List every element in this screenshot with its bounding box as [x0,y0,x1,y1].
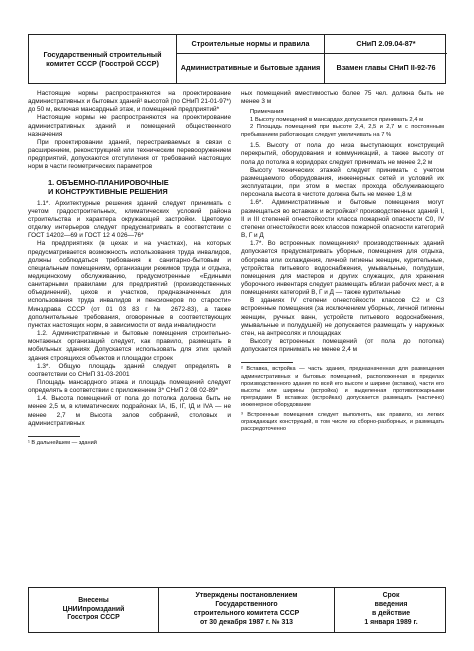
footnote-1: ¹ В дальнейшем — зданий [28,439,97,446]
clause-1-1-disabled-workers: На предприятиях (в цехах и на участках), на которых предусматривается возможность использования труда инвалидов, должны соблюдаться требования к санитарно-бытовым и специальным помещениям, организации режимов труда и отдыха, медицинскому обслуживанию, предусмотренные «Едиными санитарными правилами для предприятий (производственных объединений), цехов и участков, предназначенных для использования труда инвалидов и пенсионеров по старости» Минздрава СССР (от 01 03 83 г № 2672-83), а также дополнительные требования, оговоренные в соответствующих пунктах настоящих норм, в зависимости от вида инвалидности [28,240,231,329]
clause-1-1: 1.1*. Архитектурные решения зданий следует принимать с учетом градостроительных, климатических условий района строительства и характера окружающей застройки. Цветовую отделку интерьеров следует предусматривать в соответствии с ГОСТ 14202—69 и ГОСТ 12 4 026—76* [28,199,231,240]
footnote-2: ² Вставка, встройка — часть здания, предназначенная для размещения административных и бытовых помещений, расположенная в пределах производственного здания по всей его высоте и ширине (вставка), части его высоты или ширины (встройка) и выделенная противопожарными преградами В вставках (встройках) допускается размещать (частично) инженерное оборудование [241,366,444,409]
clause-1-6: 1.6*. Административные и бытовые помещения могут размещаться во вставках и встройках² производственных зданий I, II и III степеней огнестойкости класса пожарной опасности С0, IV степени огнестойкости всех классов пожарной опасности категорий В, Г и Д [241,199,444,240]
scope-exclusion-paragraph: Настоящие нормы не распространяются на проектирование административных зданий и помещений общественного назначения [28,114,231,138]
document-header-table [28,34,446,84]
clause-1-4: 1.4. Высота помещений от пола до потолка должна быть не менее 2,5 м, в климатических подрайонах IA, IБ, IГ, IД и IVA — не менее 2,7 м Высота залов собраний, столовых и административных [28,395,231,427]
clause-1-5-technical-floors: Высоту технических этажей следует принимать с учетом размещаемого оборудования, инженерных сетей и условий их эксплуатации, при этом в местах прохода обслуживающего персонала высота в чистоте должна быть не менее 1,8 м [241,166,444,199]
reconstruction-paragraph: При проектировании зданий, перестраиваемых в связи с расширением, реконструкцией или техническим перевооружением предприятий, допускаются отступления от требований настоящих норм в части геометрических параметров [28,138,231,171]
footnote-3: ³ Встроенные помещения следует выполнять, как правило, из легких ограждающих конструкций, в том числе из сборно-разборных, и размещать рассредоточенно [241,411,444,432]
clause-1-2: 1.2. Административные и бытовые помещения строительно-монтажных организаций следует, как правило, размещать в мобильных зданиях Допускается использовать для этих целей здания строящихся объектов и площадки строек [28,330,231,362]
left-text-column [28,90,231,447]
doc-title: Административные и бытовые здания [180,63,321,73]
note-1: 1 Высоту помещений в мансардах допускается принимать 2,4 м [250,116,424,123]
clause-1-3: 1.3*. Общую площадь зданий следует определять в соответствии со СНиП 31-03-2001 [28,362,231,378]
approved-by: Утверждены постановлением Государственного строительного комитета СССР от 30 декабря 1987 г. № 313 [159,588,335,632]
issuer-cell: Государственный строительный комитет СССР (Госстрой СССР) [29,35,177,83]
code-column [325,35,447,83]
notes-label: Примечания [250,109,284,116]
doc-type: Строительные нормы и правила [177,35,324,54]
footnote-divider-right [241,362,293,363]
note-2: 2 Площадь помещений при высоте 2,4, 2,5 и 2,7 м с постоянным пребыванием работающих следует увеличивать на 7 % [241,124,444,138]
title-column [177,35,325,83]
introduced-by: Внесены ЦНИИпромзданий Госстроя СССР [29,588,159,632]
footnote-divider [28,436,80,437]
clause-1-4-continued: ных помещений вместимостью более 75 чел. должна быть не менее 3 м [241,90,444,106]
doc-code: СНиП 2.09.04-87* [325,35,447,54]
right-text-column [241,90,444,433]
clause-1-7-height: Высоту встроенных помещений (от пола до потолка) допускается принимать не менее 2,4 м [241,338,444,354]
clause-1-3-mansard: Площадь мансардного этажа и площадь помещений следует определять в соответствии с приложением 3* СНиП 2 08 02-89* [28,379,231,395]
section-title: 1. ОБЪЕМНО-ПЛАНИРОВОЧНЫЕ И КОНСТРУКТИВНЫЕ РЕШЕНИЯ [48,177,169,197]
replaces-note: Взамен главы СНиП II-92-76 [336,63,436,73]
document-footer-table [28,587,446,633]
effective-date: Срок введения в действие 1 января 1989 г. [364,592,418,626]
clause-1-7: 1.7*. Во встроенных помещениях³ производственных зданий допускается предусматривать уборные, помещения для отдыха, обогрева или охлаждения, личной гигиены женщин, курительные, устройства питьевого водоснабжения, умывальные, полудуши, помещения для мастеров и других служащих, для хранения уборочного инвентаря следует размещать вблизи рабочих мест, а в помещениях категорий В, Г и Д — также курительные [241,240,444,297]
clause-1-7-fire-class: В зданиях IV степени огнестойкости классов С2 и С3 встроенные помещения (за исключением уборных, личной гигиены женщин, ручных ванн, устройств питьевого водоснабжения, умывальные и полудушей) не допускается размещать у наружных стен, на антресолях и площадках [241,297,444,337]
clause-1-5: 1.5. Высоту от пола до низа выступающих конструкций перекрытий, оборудования и коммуникаций, а также высоту от пола до потолка в коридорах следует принимать не менее 2,2 м [241,142,444,166]
scope-paragraph: Настоящие нормы распространяются на проектирование административных и бытовых зданий¹ высотой (по СНиП 21-01-97*) до 50 м, включая мансардный этаж, и помещений предприятий* [28,90,231,114]
